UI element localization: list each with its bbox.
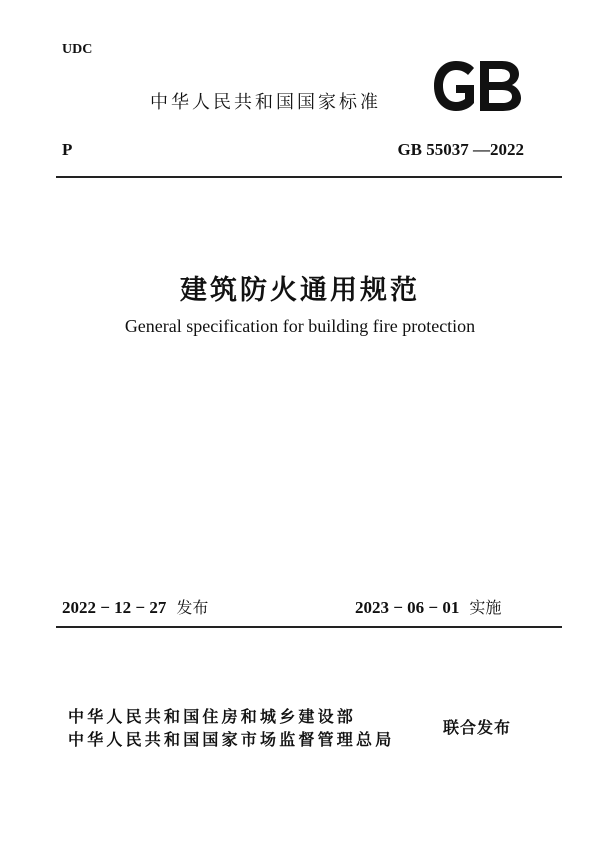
- issuer-administration: 中华人民共和国国家市场监督管理总局: [68, 730, 395, 749]
- implement-date: 2023 − 06 − 01: [355, 598, 460, 617]
- classification-letter: P: [62, 140, 73, 159]
- issue-date: 2022 − 12 − 27: [62, 598, 167, 617]
- gb-logo-icon: [430, 58, 524, 114]
- footer-divider: [56, 626, 562, 628]
- joint-issue-label: 联合发布: [443, 718, 512, 737]
- header-divider: [56, 176, 562, 178]
- title-chinese: 建筑防火通用规范: [180, 275, 420, 306]
- issue-label: 发布: [176, 598, 209, 617]
- issuer-ministry: 中华人民共和国住房和城乡建设部: [68, 707, 357, 726]
- title-english: General specification for building fire protection: [124, 316, 476, 336]
- standard-number: GB 55037 —2022: [397, 140, 524, 159]
- issue-date-line: [62, 595, 208, 618]
- udc-label: UDC: [62, 42, 93, 57]
- implement-label: 实施: [469, 598, 502, 617]
- standard-kind-heading: 中华人民共和国国家标准: [150, 92, 381, 113]
- implement-date-line: [355, 595, 501, 618]
